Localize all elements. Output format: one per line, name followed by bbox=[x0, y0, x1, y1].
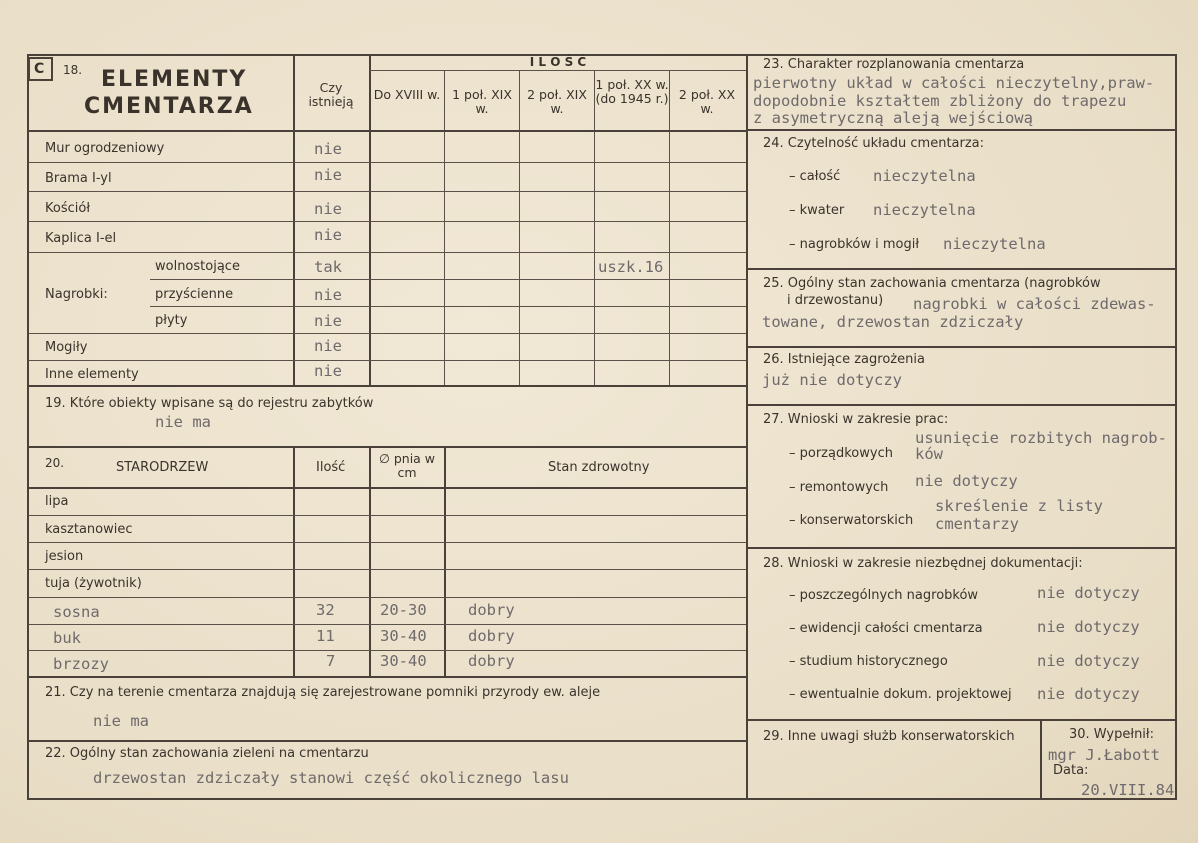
card-letter: C bbox=[34, 61, 45, 77]
s18-row-label: Mur ogrodzeniowy bbox=[45, 141, 165, 156]
s19-label: 19. Które obiekty wpisane są do rejestru zabytków bbox=[45, 396, 374, 411]
s27-row-label: – remontowych bbox=[789, 480, 889, 495]
s28-row-label: – ewidencji całości cmentarza bbox=[789, 621, 983, 636]
line bbox=[150, 279, 746, 280]
s18-number: 18. bbox=[63, 63, 83, 77]
s20-stan-value: dobry bbox=[468, 627, 515, 645]
line bbox=[28, 569, 746, 570]
line bbox=[28, 624, 746, 625]
line bbox=[519, 71, 520, 385]
s27-row-value: cmentarzy bbox=[935, 515, 1019, 533]
line bbox=[150, 306, 746, 307]
s24-row-value: nieczytelna bbox=[943, 235, 1046, 253]
s23-line-2: dopodobnie kształtem zbliżony do trapezu bbox=[753, 92, 1127, 110]
s20-ilosc-value: 7 bbox=[326, 652, 336, 670]
line bbox=[747, 547, 1175, 549]
s20-pnia-value: 20-30 bbox=[380, 601, 427, 619]
line bbox=[293, 55, 295, 385]
line bbox=[28, 515, 746, 516]
s19-value: nie ma bbox=[155, 413, 211, 431]
s18-col-2: 1 poł. XIX w. bbox=[452, 87, 512, 116]
line bbox=[28, 130, 746, 132]
s28-row-value: nie dotyczy bbox=[1037, 652, 1140, 670]
line bbox=[28, 221, 746, 222]
s28-label: 28. Wnioski w zakresie niezbędnej dokumentacji: bbox=[763, 556, 1083, 571]
line bbox=[293, 447, 295, 676]
line bbox=[444, 71, 445, 385]
s25-label-2: i drzewostanu) bbox=[787, 293, 884, 308]
s28-row-value: nie dotyczy bbox=[1037, 685, 1140, 703]
s18-title-line2: CMENTARZA bbox=[84, 94, 254, 119]
s23-label: 23. Charakter rozplanowania cmentarza bbox=[763, 57, 1025, 72]
s20-ilosc-value: 32 bbox=[316, 601, 335, 619]
s30-date: 20.VIII.84 bbox=[1081, 781, 1175, 799]
s27-label: 27. Wnioski w zakresie prac: bbox=[763, 412, 949, 427]
s18-row-label: Inne elementy bbox=[45, 367, 139, 382]
s30-name: mgr J.Łabott bbox=[1048, 746, 1160, 764]
s20-pnia-value: 30-40 bbox=[380, 627, 427, 645]
s20-pnia-value: 30-40 bbox=[380, 652, 427, 670]
s27-row-label: – konserwatorskich bbox=[789, 513, 914, 528]
s28-row-value: nie dotyczy bbox=[1037, 584, 1140, 602]
s29-label: 29. Inne uwagi służb konserwatorskich bbox=[763, 729, 1015, 744]
s30-date-label: Data: bbox=[1053, 763, 1089, 778]
line bbox=[747, 404, 1175, 406]
s27-row-label: – porządkowych bbox=[789, 446, 893, 461]
s18-row-sublabel: płyty bbox=[155, 313, 188, 328]
s23-line-3: z asymetryczną aleją wejściową bbox=[753, 109, 1033, 127]
s24-row-label: – kwater bbox=[789, 203, 845, 218]
s18-czy-value: tak bbox=[314, 258, 342, 276]
s21-value: nie ma bbox=[93, 712, 149, 730]
s28-row-value: nie dotyczy bbox=[1037, 618, 1140, 636]
line bbox=[28, 446, 746, 448]
line bbox=[28, 676, 746, 678]
line bbox=[28, 650, 746, 651]
line bbox=[444, 447, 446, 676]
line bbox=[28, 191, 746, 192]
s18-row-sublabel: wolnostojące bbox=[155, 259, 240, 274]
s18-ilosc-header: I L O Ś Ć bbox=[529, 55, 587, 69]
s18-row-sublabel: przyścienne bbox=[155, 287, 234, 302]
s23-line-1: pierwotny układ w całości nieczytelny,praw- bbox=[753, 74, 1155, 92]
s24-row-value: nieczytelna bbox=[873, 201, 976, 219]
s18-col-1: Do XVIII w. bbox=[373, 87, 441, 102]
s25-value-1: nagrobki w całości zdewas- bbox=[913, 295, 1156, 313]
s18-row-label: Mogiły bbox=[45, 340, 88, 355]
s20-ilosc-value: 11 bbox=[316, 627, 335, 645]
s27-row-value: skreślenie z listy bbox=[935, 497, 1103, 515]
s28-row-label: – studium historycznego bbox=[789, 654, 948, 669]
s28-row-label: – ewentualnie dokum. projektowej bbox=[789, 687, 1012, 702]
s20-col-stan: Stan zdrowotny bbox=[548, 460, 650, 475]
s18-col-5: 2 poł. XX w. bbox=[678, 87, 736, 116]
s20-tree-name: brzozy bbox=[53, 655, 109, 673]
s20-title: STARODRZEW bbox=[116, 460, 209, 475]
line bbox=[28, 385, 746, 387]
s26-value: już nie dotyczy bbox=[762, 371, 902, 389]
line bbox=[369, 447, 371, 676]
s18-nagrobki-note: uszk.16 bbox=[598, 258, 664, 276]
line bbox=[28, 333, 746, 334]
line bbox=[370, 70, 746, 71]
line bbox=[369, 55, 371, 385]
line bbox=[1040, 720, 1042, 799]
s26-label: 26. Istniejące zagrożenia bbox=[763, 352, 925, 367]
s24-label: 24. Czytelność układu cmentarza: bbox=[763, 136, 985, 151]
s18-czy-value: nie bbox=[314, 140, 342, 158]
s20-tree-name: tuja (żywotnik) bbox=[45, 576, 142, 591]
line bbox=[28, 542, 746, 543]
line bbox=[669, 71, 670, 385]
s20-stan-value: dobry bbox=[468, 601, 515, 619]
s20-tree-name: kasztanowiec bbox=[45, 522, 133, 537]
line bbox=[594, 71, 595, 385]
s18-czy-value: nie bbox=[314, 200, 342, 218]
s27-row-value: usunięcie rozbitych nagrob- bbox=[915, 429, 1167, 447]
s20-stan-value: dobry bbox=[468, 652, 515, 670]
s20-tree-name: lipa bbox=[45, 494, 69, 509]
s28-row-label: – poszczególnych nagrobków bbox=[789, 588, 979, 603]
line bbox=[747, 268, 1175, 270]
s20-col-ilosc: Ilość bbox=[316, 460, 346, 475]
line bbox=[28, 740, 746, 742]
s21-label: 21. Czy na terenie cmentarza znajdują się zarejestrowane pomniki przyrody ew. aleje bbox=[45, 685, 601, 700]
s25-value-2: towane, drzewostan zdziczały bbox=[762, 313, 1024, 331]
s24-row-label: – całość bbox=[789, 169, 841, 184]
line bbox=[28, 487, 746, 489]
s20-tree-name: buk bbox=[53, 629, 81, 647]
s18-czy-value: nie bbox=[314, 337, 342, 355]
s30-label: 30. Wypełnił: bbox=[1069, 727, 1154, 742]
s18-row-label: Kaplica I-el bbox=[45, 231, 117, 246]
s18-title-line1: ELEMENTY bbox=[101, 67, 248, 92]
s20-tree-name: jesion bbox=[45, 549, 84, 564]
s20-number: 20. bbox=[45, 456, 65, 470]
s18-czy-value: nie bbox=[314, 362, 342, 380]
s18-czy-value: nie bbox=[314, 226, 342, 244]
s18-czy-value: nie bbox=[314, 166, 342, 184]
s18-col-3: 2 poł. XIX w. bbox=[527, 87, 587, 116]
line bbox=[28, 162, 746, 163]
s27-row-value: nie dotyczy bbox=[915, 472, 1018, 490]
line bbox=[28, 597, 746, 598]
s20-tree-name: sosna bbox=[53, 603, 100, 621]
line bbox=[747, 346, 1175, 348]
s20-col-pnia: ∅ pnia w cm bbox=[378, 451, 436, 480]
s18-czy-value: nie bbox=[314, 286, 342, 304]
s22-label: 22. Ogólny stan zachowania zieleni na cmentarzu bbox=[45, 746, 369, 761]
s27-row-value: ków bbox=[915, 445, 943, 463]
s25-label-1: 25. Ogólny stan zachowania cmentarza (nagrobków bbox=[763, 276, 1101, 291]
line bbox=[28, 360, 746, 361]
s24-row-value: nieczytelna bbox=[873, 167, 976, 185]
s24-row-label: – nagrobków i mogił bbox=[789, 237, 920, 252]
s18-col-4: 1 poł. XX w. (do 1945 r.) bbox=[595, 77, 669, 106]
s18-row-label: Kościół bbox=[45, 201, 91, 216]
s18-czy-value: nie bbox=[314, 312, 342, 330]
line bbox=[747, 129, 1175, 131]
line bbox=[747, 719, 1175, 721]
s22-value: drzewostan zdziczały stanowi część okolicznego lasu bbox=[93, 769, 569, 787]
line bbox=[28, 252, 746, 253]
s18-row-label: Nagrobki: bbox=[45, 287, 108, 302]
s18-row-label: Brama I-yl bbox=[45, 171, 112, 186]
s18-col-czy: Czy istnieją bbox=[308, 80, 354, 109]
